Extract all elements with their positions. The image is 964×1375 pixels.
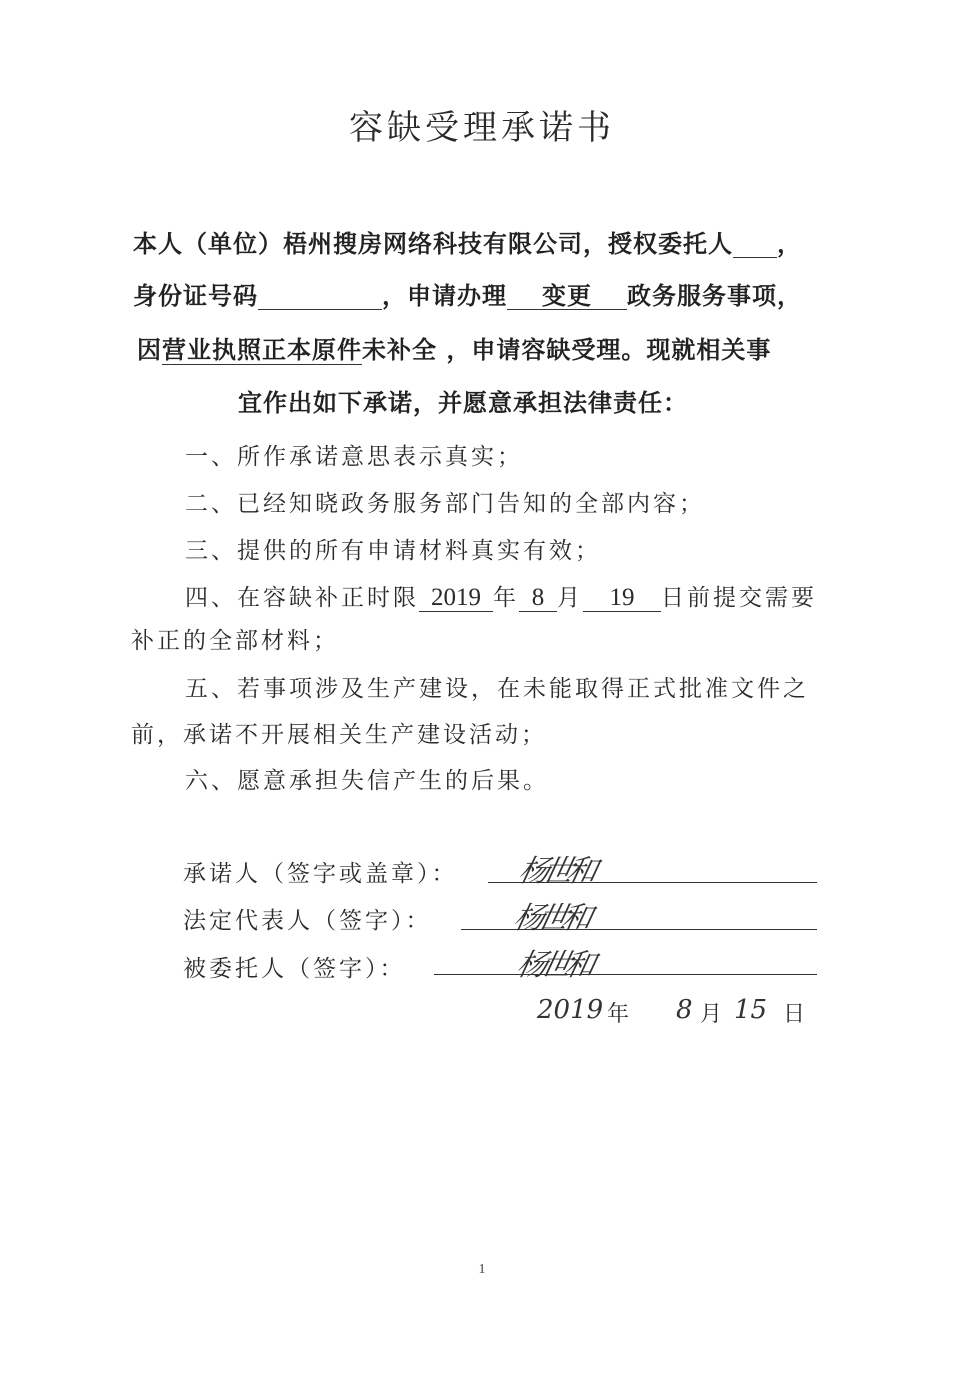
apply-label: ，申请办理 — [382, 282, 507, 310]
intro-line-4: 宜作出如下承诺，并愿意承担法律责任： — [238, 389, 688, 417]
trustee-name-blank — [733, 232, 777, 258]
legal-rep-label: 法定代表人（签字）： — [183, 908, 432, 934]
commitment-3: 三、提供的所有申请材料真实有效； — [185, 538, 601, 564]
commitment-2: 二、已经知晓政务服务部门告知的全部内容； — [185, 491, 705, 517]
deadline-suffix: 日前提交需要 — [661, 585, 817, 611]
page-number: 1 — [478, 1262, 486, 1277]
sign-date-year-label: 年 — [607, 1002, 633, 1027]
month-label: 月 — [557, 585, 583, 611]
promisor-signature: 杨世和 — [515, 854, 595, 889]
trustee-label: 被委托人（签字）： — [183, 956, 406, 982]
intro-line-1-suffix: ， — [777, 230, 802, 258]
service-item-suffix: 政务服务事项， — [627, 282, 802, 310]
intro-line-1-text: 本人（单位）梧州搜房网络科技有限公司，授权委托人 — [133, 230, 733, 258]
commitment-5: 五、若事项涉及生产建设，在未能取得正式批准文件之 — [185, 676, 809, 702]
id-number-label: 身份证号码 — [133, 282, 258, 310]
sign-date-day-label: 日 — [783, 1002, 809, 1027]
year-label: 年 — [493, 585, 519, 611]
id-number-blank — [258, 284, 382, 310]
commitment-4 — [185, 579, 817, 612]
commitment-1: 一、所作承诺意思表示真实； — [185, 444, 523, 470]
deadline-day: 19 — [583, 585, 661, 612]
deadline-month: 8 — [519, 585, 557, 612]
reason-suffix: 未补全 ，申请容缺受理。现就相关事 — [362, 336, 772, 364]
deadline-label: 四、在容缺补正时限 — [185, 585, 419, 611]
service-item-value: 变更 — [542, 282, 592, 310]
reason-prefix: 因 — [137, 336, 162, 364]
intro-line-3 — [137, 330, 771, 365]
service-item-field — [507, 284, 627, 310]
promisor-label: 承诺人（签字或盖章）： — [183, 861, 458, 887]
legal-rep-signature: 杨世和 — [510, 901, 590, 936]
intro-line-1 — [133, 224, 802, 259]
missing-material: 营业执照正本原件 — [162, 336, 362, 364]
trustee-signature: 杨世和 — [513, 948, 593, 983]
commitment-5-continued: 前，承诺不开展相关生产建设活动； — [131, 722, 547, 748]
sign-date-month: 8 — [676, 995, 693, 1025]
intro-line-2 — [133, 276, 802, 311]
commitment-4-continued: 补正的全部材料； — [131, 628, 339, 654]
deadline-year: 2019 — [419, 585, 493, 612]
document-title: 容缺受理承诺书 — [349, 108, 615, 148]
sign-date-month-label: 月 — [700, 1002, 726, 1027]
trustee-signature-line — [434, 974, 817, 975]
sign-date-day: 15 — [734, 995, 768, 1025]
commitment-6: 六、愿意承担失信产生的后果。 — [185, 768, 549, 794]
sign-date-year: 2019 — [537, 995, 604, 1025]
